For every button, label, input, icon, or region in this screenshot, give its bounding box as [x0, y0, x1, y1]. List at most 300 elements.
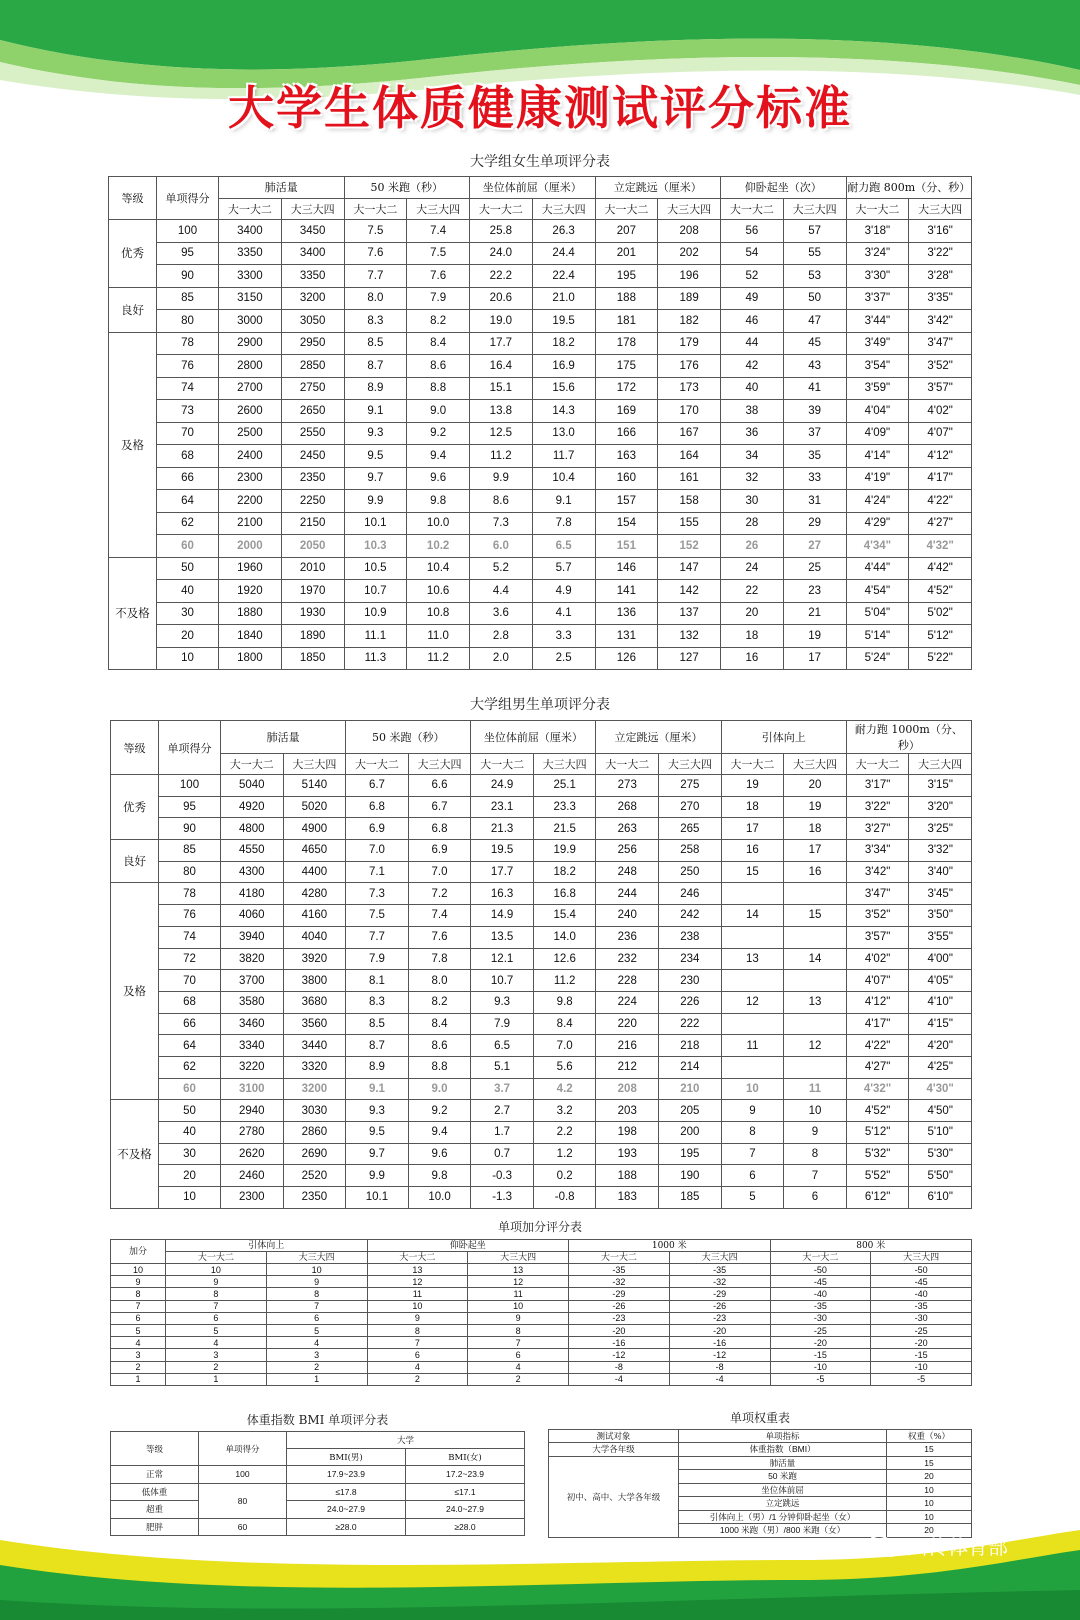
value-cell: 2.2 [533, 1122, 596, 1144]
value-cell: 1960 [219, 557, 282, 580]
item-cell: 坐位体前屈 [679, 1483, 887, 1497]
value-cell: 2650 [281, 400, 344, 423]
value-cell: -35 [669, 1264, 770, 1276]
value-cell: 4160 [283, 905, 346, 927]
header-subgroup: 大一大二 [846, 198, 909, 220]
value-cell: 132 [658, 625, 721, 648]
value-cell: 6.5 [532, 535, 595, 558]
value-cell: 3'25" [909, 818, 972, 840]
value-cell: 10 [468, 1300, 569, 1312]
wechat-icon [866, 1534, 902, 1558]
value-cell: 2300 [219, 467, 282, 490]
table-row [109, 445, 972, 468]
subject-cell: 初中、高中、大学各年级 [549, 1456, 679, 1537]
value-cell: 12.1 [471, 948, 534, 970]
value-cell: 8.0 [408, 970, 471, 992]
value-cell: -25 [770, 1324, 871, 1336]
grade-cell: 及格 [111, 883, 159, 1100]
value-cell: 242 [659, 905, 722, 927]
value-cell: 263 [596, 818, 659, 840]
value-cell: 9 [266, 1276, 367, 1288]
value-cell: 38 [721, 400, 784, 423]
value-cell: 7.5 [407, 242, 470, 265]
value-cell: 275 [659, 775, 722, 797]
score-cell: 76 [159, 905, 221, 927]
value-cell: 2750 [281, 377, 344, 400]
header-subgroup: 大三大四 [266, 1252, 367, 1264]
value-cell [721, 1013, 784, 1035]
value-cell: 4300 [221, 861, 284, 883]
value-cell: 4'30" [909, 1078, 972, 1100]
score-cell: 62 [159, 1056, 221, 1078]
header-bmi-female: BMI(女) [406, 1449, 525, 1466]
value-cell: 4'52" [909, 580, 972, 603]
value-cell: 4.2 [533, 1078, 596, 1100]
value-cell: 3.2 [533, 1100, 596, 1122]
value-cell [721, 1056, 784, 1078]
value-cell: 10.4 [532, 467, 595, 490]
header-group: 大学 [287, 1432, 525, 1449]
value-cell: 6.8 [408, 818, 471, 840]
value-cell: 14.0 [533, 926, 596, 948]
value-cell: 126 [595, 647, 658, 670]
bmi-female-cell: 24.0~27.9 [406, 1501, 525, 1519]
value-cell: -45 [770, 1276, 871, 1288]
header-subgroup: 大一大二 [596, 754, 659, 775]
value-cell: 2300 [221, 1187, 284, 1209]
header-item: 坐位体前屈（厘米） [470, 177, 596, 199]
value-cell: 11.2 [407, 647, 470, 670]
value-cell: 4'12" [909, 445, 972, 468]
value-cell: 2600 [219, 400, 282, 423]
value-cell: 147 [658, 557, 721, 580]
value-cell: 57 [783, 220, 846, 243]
value-cell: 3'47" [909, 332, 972, 355]
value-cell: 5'22" [909, 647, 972, 670]
value-cell: 3350 [281, 265, 344, 288]
value-cell: 4'42" [909, 557, 972, 580]
male-score-table [110, 720, 972, 1209]
value-cell: 142 [658, 580, 721, 603]
value-cell: 3680 [283, 991, 346, 1013]
value-cell: 2450 [281, 445, 344, 468]
header-subgroup: 大一大二 [346, 754, 409, 775]
value-cell: 16.3 [471, 883, 534, 905]
score-cell: 50 [159, 1100, 221, 1122]
value-cell: 2940 [221, 1100, 284, 1122]
value-cell: 12 [784, 1035, 847, 1057]
value-cell: 9.8 [533, 991, 596, 1013]
header-subgroup: 大三大四 [658, 198, 721, 220]
value-cell: 4'54" [846, 580, 909, 603]
value-cell: 19.9 [533, 840, 596, 862]
value-cell: 24.4 [532, 242, 595, 265]
value-cell: 11.1 [344, 625, 407, 648]
value-cell: 270 [659, 796, 722, 818]
value-cell: 7.4 [407, 220, 470, 243]
value-cell: 2050 [281, 535, 344, 558]
value-cell: 1840 [219, 625, 282, 648]
value-cell: 3'42" [846, 861, 909, 883]
value-cell: 214 [659, 1056, 722, 1078]
table-row [109, 490, 972, 513]
table-row [109, 220, 972, 243]
value-cell: 7.8 [408, 948, 471, 970]
value-cell: 7.9 [346, 948, 409, 970]
value-cell: 2860 [283, 1122, 346, 1144]
value-cell: -5 [871, 1373, 972, 1385]
value-cell: 220 [596, 1013, 659, 1035]
value-cell: 22.2 [470, 265, 533, 288]
value-cell: 9.9 [346, 1165, 409, 1187]
value-cell: 27 [783, 535, 846, 558]
score-cell: 74 [157, 377, 219, 400]
value-cell: 23 [783, 580, 846, 603]
score-cell: 90 [157, 265, 219, 288]
value-cell: 157 [595, 490, 658, 513]
value-cell: 53 [783, 265, 846, 288]
value-cell: -35 [569, 1264, 670, 1276]
score-cell: 40 [157, 580, 219, 603]
bonus-cell: 7 [111, 1300, 166, 1312]
value-cell: 3450 [281, 220, 344, 243]
value-cell: 11 [784, 1078, 847, 1100]
value-cell: 4'15" [909, 1013, 972, 1035]
value-cell: -15 [770, 1349, 871, 1361]
value-cell: 3'27" [846, 818, 909, 840]
value-cell: 6'10" [909, 1187, 972, 1209]
value-cell: 8.7 [346, 1035, 409, 1057]
header-item: 50 米跑（秒） [346, 721, 471, 754]
header-bonus: 加分 [111, 1240, 166, 1264]
value-cell: 170 [658, 400, 721, 423]
score-cell: 60 [159, 1078, 221, 1100]
score-cell: 70 [159, 970, 221, 992]
value-cell: 205 [659, 1100, 722, 1122]
score-cell: 78 [157, 332, 219, 355]
value-cell: 3440 [283, 1035, 346, 1057]
value-cell: 35 [783, 445, 846, 468]
value-cell: 2.0 [470, 647, 533, 670]
value-cell: 8.9 [346, 1056, 409, 1078]
value-cell: 2.5 [532, 647, 595, 670]
value-cell: -0.3 [471, 1165, 534, 1187]
value-cell: 32 [721, 467, 784, 490]
value-cell: 3200 [283, 1078, 346, 1100]
value-cell: 3'50" [909, 905, 972, 927]
value-cell: 4'09" [846, 422, 909, 445]
value-cell: 232 [596, 948, 659, 970]
value-cell: 7.9 [407, 287, 470, 310]
header-subgroup: 大一大二 [721, 198, 784, 220]
value-cell: 7.8 [532, 512, 595, 535]
bonus-table-caption: 单项加分评分表 [497, 1220, 582, 1234]
value-cell: 3'44" [846, 310, 909, 333]
header-score: 单项得分 [199, 1432, 287, 1466]
value-cell: 203 [596, 1100, 659, 1122]
header-subgroup: 大一大二 [595, 198, 658, 220]
value-cell: 5 [266, 1324, 367, 1336]
table-row [111, 1324, 972, 1336]
value-cell: 4'44" [846, 557, 909, 580]
value-cell: 4'17" [846, 1013, 909, 1035]
value-cell: 3340 [221, 1035, 284, 1057]
value-cell: 3920 [283, 948, 346, 970]
value-cell: 20 [784, 775, 847, 797]
score-cell: 10 [159, 1187, 221, 1209]
value-cell: 164 [658, 445, 721, 468]
value-cell: 21 [783, 602, 846, 625]
female-score-table [108, 176, 972, 670]
value-cell: 10.7 [471, 970, 534, 992]
value-cell: 3350 [219, 242, 282, 265]
value-cell: 216 [596, 1035, 659, 1057]
value-cell: 41 [783, 377, 846, 400]
value-cell: 3220 [221, 1056, 284, 1078]
value-cell: 9.3 [344, 422, 407, 445]
score-cell: 64 [157, 490, 219, 513]
value-cell: 6 [784, 1187, 847, 1209]
score-cell: 70 [157, 422, 219, 445]
value-cell: 10.1 [346, 1187, 409, 1209]
value-cell: 36 [721, 422, 784, 445]
value-cell: 23.3 [533, 796, 596, 818]
value-cell: 6.8 [346, 796, 409, 818]
value-cell: 1850 [281, 647, 344, 670]
value-cell: 5'02" [909, 602, 972, 625]
value-cell: 4920 [221, 796, 284, 818]
value-cell: 240 [596, 905, 659, 927]
score-cell: 76 [157, 355, 219, 378]
value-cell: 250 [659, 861, 722, 883]
header-subgroup: 大一大二 [569, 1252, 670, 1264]
value-cell: 5'10" [909, 1122, 972, 1144]
value-cell: -50 [871, 1264, 972, 1276]
value-cell: 3'30" [846, 265, 909, 288]
value-cell: 10 [784, 1100, 847, 1122]
value-cell: 3'40" [909, 861, 972, 883]
item-cell: 50 米跑 [679, 1470, 887, 1484]
header-subgroup: 大三大四 [281, 198, 344, 220]
value-cell [784, 926, 847, 948]
value-cell: 9.7 [346, 1143, 409, 1165]
table-row [109, 242, 972, 265]
value-cell: 228 [596, 970, 659, 992]
value-cell: 3'32" [909, 840, 972, 862]
value-cell: 3'45" [909, 883, 972, 905]
value-cell: 4040 [283, 926, 346, 948]
table-row [111, 818, 972, 840]
value-cell: 4'04" [846, 400, 909, 423]
table-row [111, 1078, 972, 1100]
value-cell: 8.1 [346, 970, 409, 992]
value-cell: 173 [658, 377, 721, 400]
value-cell: 8.8 [408, 1056, 471, 1078]
value-cell: 11.2 [470, 445, 533, 468]
value-cell: 25.8 [470, 220, 533, 243]
table-row [111, 796, 972, 818]
value-cell: 208 [596, 1078, 659, 1100]
value-cell: 5040 [221, 775, 284, 797]
table-row [111, 1501, 525, 1519]
value-cell: 188 [595, 287, 658, 310]
value-cell: 3'35" [909, 287, 972, 310]
value-cell: 24 [721, 557, 784, 580]
bonus-cell: 4 [111, 1337, 166, 1349]
value-cell: 2780 [221, 1122, 284, 1144]
table-row [109, 602, 972, 625]
value-cell: 2250 [281, 490, 344, 513]
value-cell: 10.3 [344, 535, 407, 558]
value-cell: 8.8 [407, 377, 470, 400]
value-cell: 9.1 [346, 1078, 409, 1100]
value-cell: -8 [569, 1361, 670, 1373]
value-cell: 1800 [219, 647, 282, 670]
value-cell: 13 [468, 1264, 569, 1276]
value-cell: 9.3 [471, 991, 534, 1013]
value-cell: 246 [659, 883, 722, 905]
value-cell: 198 [596, 1122, 659, 1144]
grade-cell: 不及格 [109, 557, 157, 670]
weight-cell: 15 [887, 1456, 972, 1470]
header-subgroup: 大三大四 [408, 754, 471, 775]
value-cell: 19 [783, 625, 846, 648]
header-subgroup: 大一大二 [367, 1252, 468, 1264]
value-cell: 4800 [221, 818, 284, 840]
value-cell: 0.7 [471, 1143, 534, 1165]
value-cell: 9 [166, 1276, 267, 1288]
value-cell: 4'32" [846, 1078, 909, 1100]
value-cell: 8.6 [407, 355, 470, 378]
value-cell: 8 [266, 1288, 367, 1300]
value-cell: 17 [721, 818, 784, 840]
value-cell: 2.8 [470, 625, 533, 648]
table-row [111, 1035, 972, 1057]
value-cell: -8 [669, 1361, 770, 1373]
value-cell: 7.7 [346, 926, 409, 948]
score-cell: 100 [157, 220, 219, 243]
value-cell: 3800 [283, 970, 346, 992]
table-row [111, 1312, 972, 1324]
score-cell: 40 [159, 1122, 221, 1144]
value-cell: 16 [721, 647, 784, 670]
value-cell: 8 [367, 1324, 468, 1336]
score-cell: 30 [157, 602, 219, 625]
value-cell: 5'04" [846, 602, 909, 625]
value-cell: 185 [659, 1187, 722, 1209]
score-cell: 95 [159, 796, 221, 818]
value-cell: 189 [658, 287, 721, 310]
value-cell: 9 [784, 1122, 847, 1144]
value-cell: 21.0 [532, 287, 595, 310]
value-cell: 6 [166, 1312, 267, 1324]
value-cell: 182 [658, 310, 721, 333]
value-cell: 9.0 [407, 400, 470, 423]
value-cell: 3'24" [846, 242, 909, 265]
score-cell: 72 [159, 948, 221, 970]
value-cell: 3'34" [846, 840, 909, 862]
header-item: 耐力跑 1000m（分、秒） [846, 721, 971, 754]
value-cell: 3 [266, 1349, 367, 1361]
value-cell: 7.3 [346, 883, 409, 905]
value-cell: 4'02" [846, 948, 909, 970]
value-cell: 7 [266, 1300, 367, 1312]
table-row [111, 1349, 972, 1361]
value-cell: 2.7 [471, 1100, 534, 1122]
value-cell: 4180 [221, 883, 284, 905]
value-cell: 15.4 [533, 905, 596, 927]
score-cell: 74 [159, 926, 221, 948]
value-cell: 15 [721, 861, 784, 883]
value-cell: 4.1 [532, 602, 595, 625]
value-cell: 8.0 [344, 287, 407, 310]
value-cell: 4'29" [846, 512, 909, 535]
value-cell: -15 [871, 1349, 972, 1361]
value-cell: 8 [784, 1143, 847, 1165]
value-cell: 9 [721, 1100, 784, 1122]
value-cell: 152 [658, 535, 721, 558]
value-cell: 12.5 [470, 422, 533, 445]
value-cell: 166 [595, 422, 658, 445]
value-cell: 9.2 [407, 422, 470, 445]
value-cell: 11.3 [344, 647, 407, 670]
value-cell: 9.4 [407, 445, 470, 468]
table-row [111, 1337, 972, 1349]
value-cell: 40 [721, 377, 784, 400]
value-cell: 13 [784, 991, 847, 1013]
value-cell: 8.3 [346, 991, 409, 1013]
value-cell: 31 [783, 490, 846, 513]
value-cell: 5140 [283, 775, 346, 797]
header-item: 50 米跑（秒） [344, 177, 470, 199]
value-cell: 10 [266, 1264, 367, 1276]
header-subgroup: 大三大四 [283, 754, 346, 775]
grade-cell: 及格 [109, 332, 157, 557]
value-cell: -26 [569, 1300, 670, 1312]
value-cell: -20 [569, 1324, 670, 1336]
value-cell: 18 [721, 625, 784, 648]
header-item: 单项指标 [679, 1430, 887, 1443]
value-cell: 5'12" [846, 1122, 909, 1144]
value-cell: -32 [669, 1276, 770, 1288]
value-cell: 5'50" [909, 1165, 972, 1187]
value-cell: 131 [595, 625, 658, 648]
value-cell: 7 [721, 1143, 784, 1165]
value-cell: 4'02" [909, 400, 972, 423]
value-cell: 5'14" [846, 625, 909, 648]
value-cell: 196 [658, 265, 721, 288]
table-row [111, 991, 972, 1013]
table-row [111, 840, 972, 862]
value-cell: 226 [659, 991, 722, 1013]
grade-cell: 不及格 [111, 1100, 159, 1208]
table-row [111, 1143, 972, 1165]
score-cell: 60 [157, 535, 219, 558]
table-row [109, 580, 972, 603]
table-row [111, 1056, 972, 1078]
score-cell: 10 [157, 647, 219, 670]
header-subgroup: 大三大四 [909, 198, 972, 220]
header-item: 仰卧起坐 [367, 1240, 569, 1252]
value-cell: 2350 [283, 1187, 346, 1209]
value-cell: 19.0 [470, 310, 533, 333]
value-cell: 5'32" [846, 1143, 909, 1165]
value-cell: 2520 [283, 1165, 346, 1187]
value-cell: 26 [721, 535, 784, 558]
value-cell: 8.7 [344, 355, 407, 378]
value-cell: 4'27" [909, 512, 972, 535]
value-cell: 34 [721, 445, 784, 468]
